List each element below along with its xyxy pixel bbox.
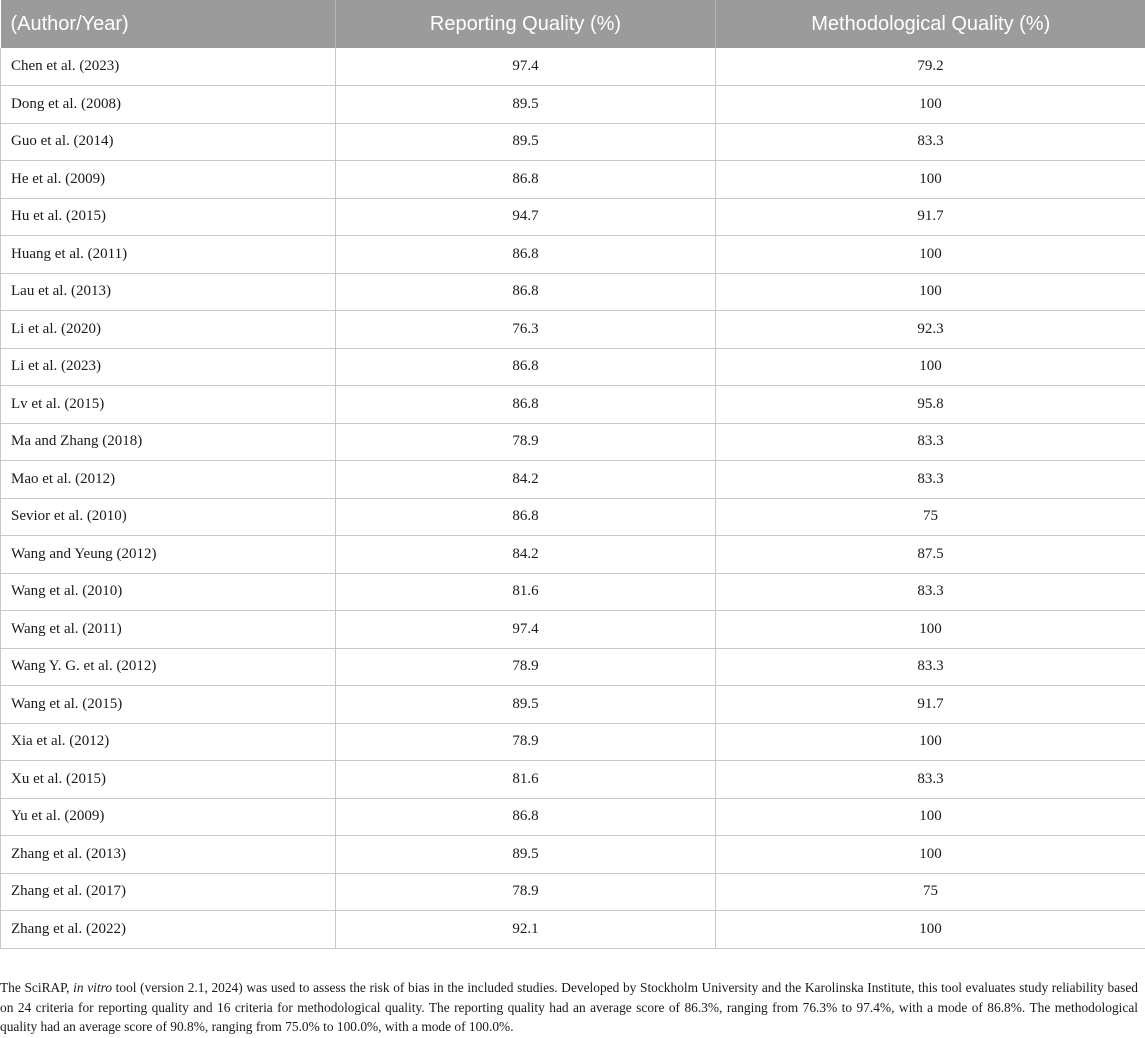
cell-methodological-quality: 91.7 <box>716 686 1145 724</box>
cell-author-year: He et al. (2009) <box>1 161 336 199</box>
cell-author-year: Xia et al. (2012) <box>1 723 336 761</box>
cell-author-year: Wang and Yeung (2012) <box>1 536 336 574</box>
table-row <box>1 461 1145 499</box>
cell-methodological-quality: 83.3 <box>716 461 1145 499</box>
cell-methodological-quality: 100 <box>716 723 1145 761</box>
table-row <box>1 423 1145 461</box>
cell-reporting-quality: 89.5 <box>336 123 716 161</box>
table-footnote <box>0 978 1138 1037</box>
cell-methodological-quality: 100 <box>716 273 1145 311</box>
cell-reporting-quality: 94.7 <box>336 198 716 236</box>
cell-methodological-quality: 100 <box>716 86 1145 124</box>
header-reporting-quality: Reporting Quality (%) <box>336 0 716 48</box>
cell-methodological-quality: 83.3 <box>716 423 1145 461</box>
footnote-text-rest: tool (version 2.1, 2024) was used to assess the risk of bias in the included studies. Developed by Stockholm University and the Karolinska Institute, this tool evaluates study reliability based on 24 criteria for reporting quality and 16 criteria for methodological quality. The reporting quality had an average score of 86.3%, ranging from 76.3% to 97.4%, with a mode of 86.8%. The methodological quality had an average score of 90.8%, ranging from 75.0% to 100.0%, with a mode of 100.0%. <box>0 980 1138 1034</box>
cell-reporting-quality: 97.4 <box>336 48 716 86</box>
cell-methodological-quality: 83.3 <box>716 648 1145 686</box>
table-row <box>1 386 1145 424</box>
table-row <box>1 123 1145 161</box>
cell-author-year: Xu et al. (2015) <box>1 761 336 799</box>
cell-author-year: Zhang et al. (2022) <box>1 911 336 949</box>
table-row <box>1 236 1145 274</box>
cell-methodological-quality: 79.2 <box>716 48 1145 86</box>
cell-author-year: Wang et al. (2011) <box>1 611 336 649</box>
cell-reporting-quality: 97.4 <box>336 611 716 649</box>
cell-author-year: Dong et al. (2008) <box>1 86 336 124</box>
cell-methodological-quality: 95.8 <box>716 386 1145 424</box>
cell-author-year: Lau et al. (2013) <box>1 273 336 311</box>
table-row <box>1 48 1145 86</box>
cell-reporting-quality: 78.9 <box>336 423 716 461</box>
table-row <box>1 723 1145 761</box>
cell-author-year: Chen et al. (2023) <box>1 48 336 86</box>
cell-reporting-quality: 84.2 <box>336 536 716 574</box>
cell-reporting-quality: 78.9 <box>336 723 716 761</box>
table-row <box>1 761 1145 799</box>
cell-author-year: Hu et al. (2015) <box>1 198 336 236</box>
cell-reporting-quality: 86.8 <box>336 798 716 836</box>
header-author-year: (Author/Year) <box>1 0 336 48</box>
table-row <box>1 798 1145 836</box>
table-row <box>1 536 1145 574</box>
cell-author-year: Yu et al. (2009) <box>1 798 336 836</box>
table-row <box>1 911 1145 949</box>
cell-author-year: Lv et al. (2015) <box>1 386 336 424</box>
cell-reporting-quality: 92.1 <box>336 911 716 949</box>
table-row <box>1 836 1145 874</box>
cell-methodological-quality: 91.7 <box>716 198 1145 236</box>
cell-methodological-quality: 92.3 <box>716 311 1145 349</box>
table-row <box>1 86 1145 124</box>
footnote-italic: in vitro <box>73 980 113 995</box>
cell-author-year: Wang et al. (2010) <box>1 573 336 611</box>
cell-author-year: Huang et al. (2011) <box>1 236 336 274</box>
cell-methodological-quality: 100 <box>716 611 1145 649</box>
cell-reporting-quality: 89.5 <box>336 86 716 124</box>
table-row <box>1 498 1145 536</box>
cell-author-year: Zhang et al. (2017) <box>1 873 336 911</box>
table-body <box>1 48 1145 948</box>
cell-reporting-quality: 86.8 <box>336 273 716 311</box>
cell-reporting-quality: 86.8 <box>336 386 716 424</box>
cell-author-year: Ma and Zhang (2018) <box>1 423 336 461</box>
header-row <box>1 0 1145 48</box>
table-row <box>1 648 1145 686</box>
cell-author-year: Sevior et al. (2010) <box>1 498 336 536</box>
cell-author-year: Wang Y. G. et al. (2012) <box>1 648 336 686</box>
cell-author-year: Li et al. (2020) <box>1 311 336 349</box>
cell-reporting-quality: 86.8 <box>336 161 716 199</box>
cell-author-year: Zhang et al. (2013) <box>1 836 336 874</box>
cell-methodological-quality: 83.3 <box>716 123 1145 161</box>
cell-reporting-quality: 86.8 <box>336 348 716 386</box>
cell-methodological-quality: 100 <box>716 161 1145 199</box>
cell-reporting-quality: 78.9 <box>336 648 716 686</box>
cell-methodological-quality: 100 <box>716 236 1145 274</box>
footnote-text-start: The SciRAP, <box>0 980 74 995</box>
table-row <box>1 161 1145 199</box>
cell-reporting-quality: 86.8 <box>336 498 716 536</box>
cell-methodological-quality: 100 <box>716 798 1145 836</box>
table-row <box>1 686 1145 724</box>
table-header <box>1 0 1145 48</box>
cell-author-year: Wang et al. (2015) <box>1 686 336 724</box>
table-row <box>1 611 1145 649</box>
cell-methodological-quality: 87.5 <box>716 536 1145 574</box>
cell-author-year: Mao et al. (2012) <box>1 461 336 499</box>
cell-reporting-quality: 89.5 <box>336 836 716 874</box>
cell-methodological-quality: 83.3 <box>716 761 1145 799</box>
cell-methodological-quality: 100 <box>716 348 1145 386</box>
table-row <box>1 573 1145 611</box>
cell-reporting-quality: 86.8 <box>336 236 716 274</box>
cell-methodological-quality: 75 <box>716 498 1145 536</box>
cell-author-year: Guo et al. (2014) <box>1 123 336 161</box>
table-row <box>1 311 1145 349</box>
cell-author-year: Li et al. (2023) <box>1 348 336 386</box>
cell-reporting-quality: 81.6 <box>336 573 716 611</box>
table-row <box>1 273 1145 311</box>
table-row <box>1 873 1145 911</box>
header-methodological-quality: Methodological Quality (%) <box>716 0 1145 48</box>
table-row <box>1 348 1145 386</box>
cell-reporting-quality: 84.2 <box>336 461 716 499</box>
cell-reporting-quality: 89.5 <box>336 686 716 724</box>
cell-reporting-quality: 76.3 <box>336 311 716 349</box>
cell-reporting-quality: 81.6 <box>336 761 716 799</box>
cell-methodological-quality: 83.3 <box>716 573 1145 611</box>
cell-methodological-quality: 100 <box>716 911 1145 949</box>
cell-methodological-quality: 100 <box>716 836 1145 874</box>
cell-reporting-quality: 78.9 <box>336 873 716 911</box>
cell-methodological-quality: 75 <box>716 873 1145 911</box>
table-row <box>1 198 1145 236</box>
